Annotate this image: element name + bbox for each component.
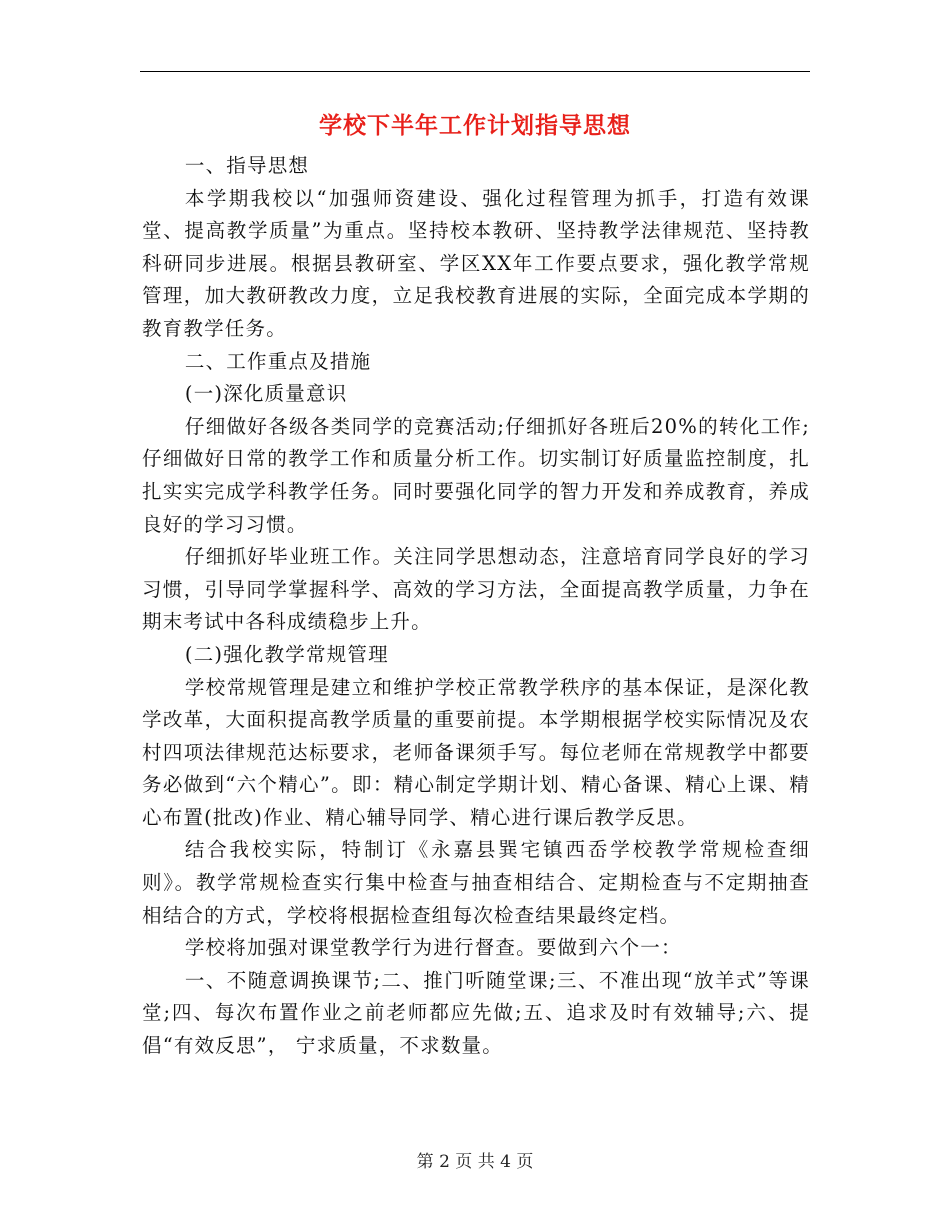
paragraph-six-requirements: 一、不随意调换课节;二、推门听随堂课;三、不准出现“放羊式”等课堂;四、每次布置作业之前老师都应先做;五、追求及时有效辅导;六、提倡“有效反思”， 宁求质量，不求数量。 (142, 968, 810, 1058)
subsection-heading-quality-awareness: (一)深化质量意识 (184, 382, 348, 406)
paragraph-classroom-supervision: 学校将加强对课堂教学行为进行督查。要做到六个一： (184, 936, 682, 960)
paragraph-quality-work: 仔细做好各级各类同学的竞赛活动;仔细抓好各班后20%的转化工作;仔细做好日常的教学工作和质量分析工作。切实制订好质量监控制度，扎扎实实完成学科教学任务。同时要强化同学的智力开发和养成教育，养成良好的学习习惯。 (142, 414, 810, 536)
paragraph-graduating-class: 仔细抓好毕业班工作。关注同学思想动态，注意培育同学良好的学习习惯，引导同学掌握科学、高效的学习方法，全面提高教学质量，力争在期末考试中各科成绩稳步上升。 (142, 545, 810, 634)
section-heading-key-work: 二、工作重点及措施 (184, 349, 372, 373)
paragraph-inspection-rules: 结合我校实际，特制订《永嘉县巽宅镇西岙学校教学常规检查细则》。教学常规检查实行集中检查与抽查相结合、定期检查与不定期抽查相结合的方式，学校将根据检查组每次检查结果最终定档。 (142, 838, 810, 927)
subsection-heading-routine-management: (二)强化教学常规管理 (184, 642, 389, 666)
header-rule (140, 71, 810, 72)
paragraph-guiding-ideology: 本学期我校以“加强师资建设、强化过程管理为抓手，打造有效课堂、提高教学质量”为重点。坚持校本教研、坚持教学法律规范、坚持教科研同步进展。根据县教研室、学区XX年工作要点要求，强化教学常规管理，加大教研教改力度，立足我校教育进展的实际，全面完成本学期的教育教学任务。 (142, 186, 810, 340)
paragraph-routine-management: 学校常规管理是建立和维护学校正常教学秩序的基本保证，是深化教学改革，大面积提高教学质量的重要前提。本学期根据学校实际情况及农村四项法律规范达标要求，老师备课须手写。每位老师在常规教学中都要务必做到“六个精心”。即：精心制定学期计划、精心备课、精心上课、精心布置(批改)作业、精心辅导同学、精心进行课后教学反思。 (142, 675, 810, 829)
page-number: 第 2 页 共 4 页 (416, 1152, 534, 1172)
document-title: 学校下半年工作计划指导思想 (319, 112, 631, 139)
section-heading-guiding-ideology: 一、指导思想 (184, 154, 310, 177)
document-body (142, 150, 810, 1063)
